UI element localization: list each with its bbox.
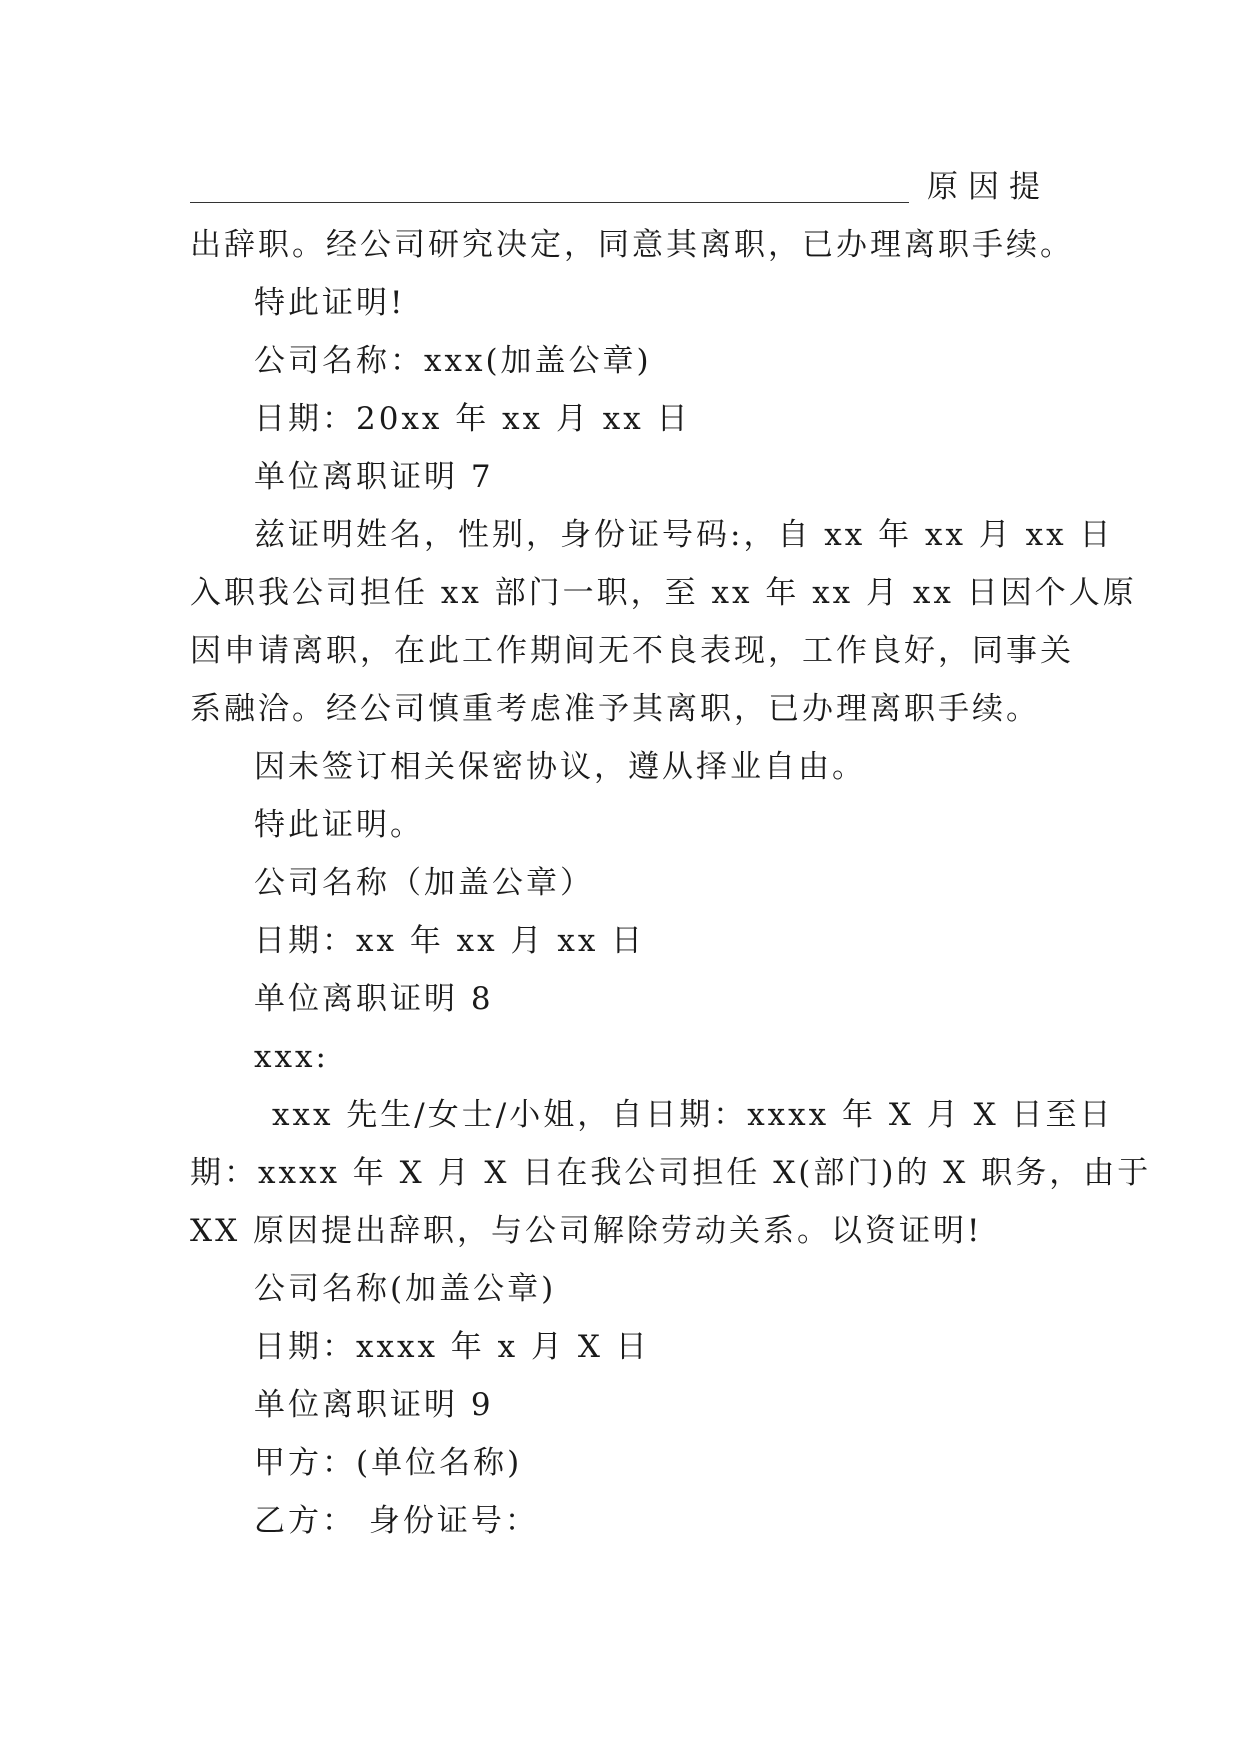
date-line: 日期：xx 年 xx 月 xx 日 xyxy=(254,923,646,959)
company-name-line: 公司名称（加盖公章） xyxy=(254,865,594,901)
paragraph-line: 出辞职。经公司研究决定，同意其离职，已办理离职手续。 xyxy=(190,227,1074,263)
paragraph-line: 因未签订相关保密协议，遵从择业自由。 xyxy=(254,749,866,785)
company-name-line: 公司名称(加盖公章) xyxy=(254,1271,557,1307)
paragraph-line: 期：xxxx 年 X 月 X 日在我公司担任 X(部门)的 X 职务，由于 xyxy=(190,1155,1152,1191)
first-line-tail: 原因提 xyxy=(927,169,1050,205)
fill-in-blank xyxy=(190,172,909,203)
paragraph-line: 兹证明姓名，性别，身份证号码:，自 xx 年 xx 月 xx 日 xyxy=(254,517,1114,553)
closing-text: 特此证明。 xyxy=(254,807,424,843)
section-title: 单位离职证明 8 xyxy=(254,981,494,1017)
section-title: 单位离职证明 9 xyxy=(254,1387,494,1423)
document-page xyxy=(190,158,1152,1550)
paragraph-line: 系融洽。经公司慎重考虑准予其离职，已办理离职手续。 xyxy=(190,691,1040,727)
paragraph-line: XX 原因提出辞职，与公司解除劳动关系。以资证明! xyxy=(190,1213,983,1249)
paragraph-line: xxx 先生/女士/小姐，自日期：xxxx 年 X 月 X 日至日 xyxy=(272,1097,1114,1133)
company-name-line: 公司名称：xxx(加盖公章) xyxy=(254,343,652,379)
section-title: 单位离职证明 7 xyxy=(254,459,494,495)
paragraph-line: 因申请离职，在此工作期间无不良表现，工作良好，同事关 xyxy=(190,633,1074,669)
date-line: 日期：xxxx 年 x 月 X 日 xyxy=(254,1329,650,1365)
first-line xyxy=(190,158,1050,216)
paragraph-line: 入职我公司担任 xx 部门一职，至 xx 年 xx 月 xx 日因个人原 xyxy=(190,575,1137,611)
party-a-line: 甲方：(单位名称) xyxy=(254,1445,523,1481)
date-line: 日期：20xx 年 xx 月 xx 日 xyxy=(254,401,691,437)
closing-text: 特此证明! xyxy=(254,285,406,321)
salutation: xxx: xyxy=(254,1039,329,1075)
party-b-line: 乙方： 身份证号： xyxy=(254,1503,539,1539)
